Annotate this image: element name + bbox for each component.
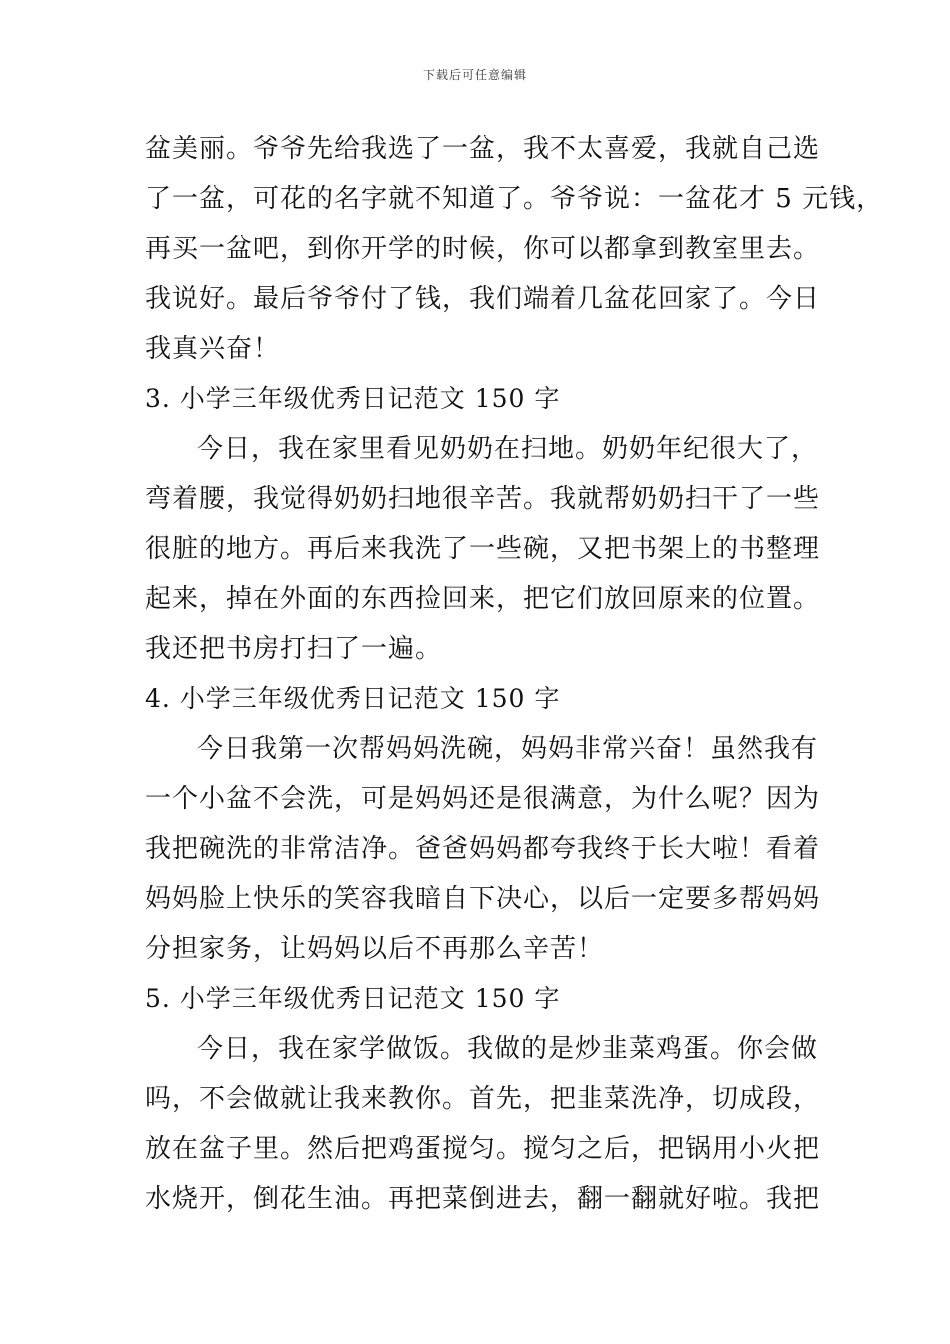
text-line: 起来，掉在外面的东西捡回来，把它们放回原来的位置。 — [145, 584, 821, 614]
text-line: 放在盆子里。然后把鸡蛋搅匀。搅匀之后，把锅用小火把 — [145, 1134, 821, 1164]
text-line: 很脏的地方。再后来我洗了一些碗，又把书架上的书整理 — [145, 534, 821, 564]
text-line: 我真兴奋！ — [145, 334, 281, 364]
section-heading: 4. 小学三年级优秀日记范文 150 字 — [145, 684, 561, 713]
section-heading: 5. 小学三年级优秀日记范文 150 字 — [145, 984, 561, 1013]
text-line: 了一盆，可花的名字就不知道了。爷爷说：一盆花才 5 元钱， — [145, 184, 884, 214]
paragraph-first-line: 今日，我在家里看见奶奶在扫地。奶奶年纪很大了， — [197, 434, 819, 464]
text-line: 我还把书房打扫了一遍。 — [145, 634, 443, 664]
text-line: 水烧开，倒花生油。再把菜倒进去，翻一翻就好啦。我把 — [145, 1184, 821, 1214]
text-line: 一个小盆不会洗，可是妈妈还是很满意，为什么呢？因为 — [145, 784, 821, 814]
text-line: 妈妈脸上快乐的笑容我暗自下决心，以后一定要多帮妈妈 — [145, 884, 821, 914]
page-header: 下载后可任意编辑 — [422, 68, 527, 82]
text-line: 弯着腰，我觉得奶奶扫地很辛苦。我就帮奶奶扫干了一些 — [145, 484, 821, 514]
paragraph-first-line: 今日，我在家学做饭。我做的是炒韭菜鸡蛋。你会做 — [197, 1034, 819, 1064]
paragraph-first-line: 今日我第一次帮妈妈洗碗，妈妈非常兴奋！虽然我有 — [197, 734, 819, 764]
text-line: 分担家务，让妈妈以后不再那么辛苦！ — [145, 934, 605, 964]
text-line: 吗，不会做就让我来教你。首先，把韭菜洗净，切成段， — [145, 1084, 821, 1114]
section-heading: 3. 小学三年级优秀日记范文 150 字 — [145, 384, 561, 413]
text-line: 盆美丽。爷爷先给我选了一盆，我不太喜爱，我就自己选 — [145, 134, 821, 164]
text-line: 再买一盆吧，到你开学的时候，你可以都拿到教室里去。 — [145, 234, 821, 264]
document-body — [145, 124, 884, 1224]
text-line: 我把碗洗的非常洁净。爸爸妈妈都夸我终于长大啦！看着 — [145, 834, 821, 864]
text-line: 我说好。最后爷爷付了钱，我们端着几盆花回家了。今日 — [145, 284, 821, 314]
